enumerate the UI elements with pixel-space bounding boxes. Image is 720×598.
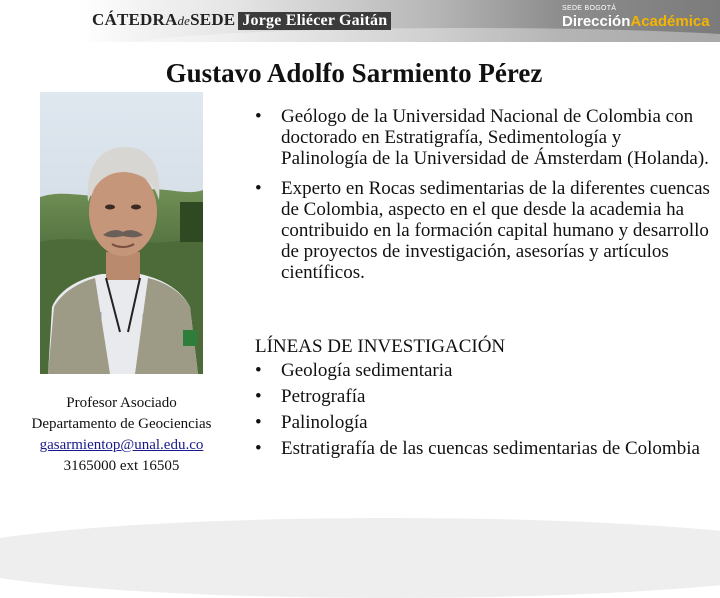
bio-item: • Experto en Rocas sedimentarias de la diferentes cuencas de Colombia, aspecto en el que desde la academia ha contribuido en la formación capital humano y desarrollo de proyectos de investigación, asesorías y artículos científicos. [255,178,710,283]
profile-department: Departamento de Geociencias [31,416,212,432]
slide-title: Gustavo Adolfo Sarmiento Pérez [165,58,543,88]
bio-item: • Geólogo de la Universidad Nacional de Colombia con doctorado en Estratigrafía, Sedimentología y Palinología de la Universidad de Ámsterdam (Holanda). [255,106,710,169]
catedra-name: Jorge Eliécer Gaitán [238,12,391,30]
catedra-logo [92,10,391,30]
direccion-text: Dirección [562,13,631,30]
research-heading: LÍNEAS DE INVESTIGACIÓN [255,336,506,357]
profile-photo [40,92,203,374]
direccion-label [562,13,710,30]
profile-position: Profesor Asociado [66,395,177,411]
profile-email-link[interactable]: gasarmientop@unal.edu.co [39,437,204,453]
research-item: • Petrografía [255,386,710,407]
header-banner [0,0,720,42]
academica-text: Académica [630,13,710,30]
catedra-de-text: de [177,13,191,28]
catedra-sede-text: SEDE [190,10,236,29]
direccion-academica-logo [562,5,710,30]
research-section [255,334,710,464]
research-item: • Geología sedimentaria [255,360,710,381]
research-item: • Estratigrafía de las cuencas sedimentarias de Colombia [255,438,710,459]
catedra-text: CÁTEDRA [92,10,178,29]
bio-list [255,106,710,292]
sede-label: SEDE BOGOTÁ [562,5,617,12]
profile-phone: 3165000 ext 16505 [63,458,180,474]
profile-info [0,393,243,477]
banner-swoosh [120,28,720,42]
research-list [255,360,710,459]
bottom-swoosh [0,518,720,598]
research-item: • Palinología [255,412,710,433]
